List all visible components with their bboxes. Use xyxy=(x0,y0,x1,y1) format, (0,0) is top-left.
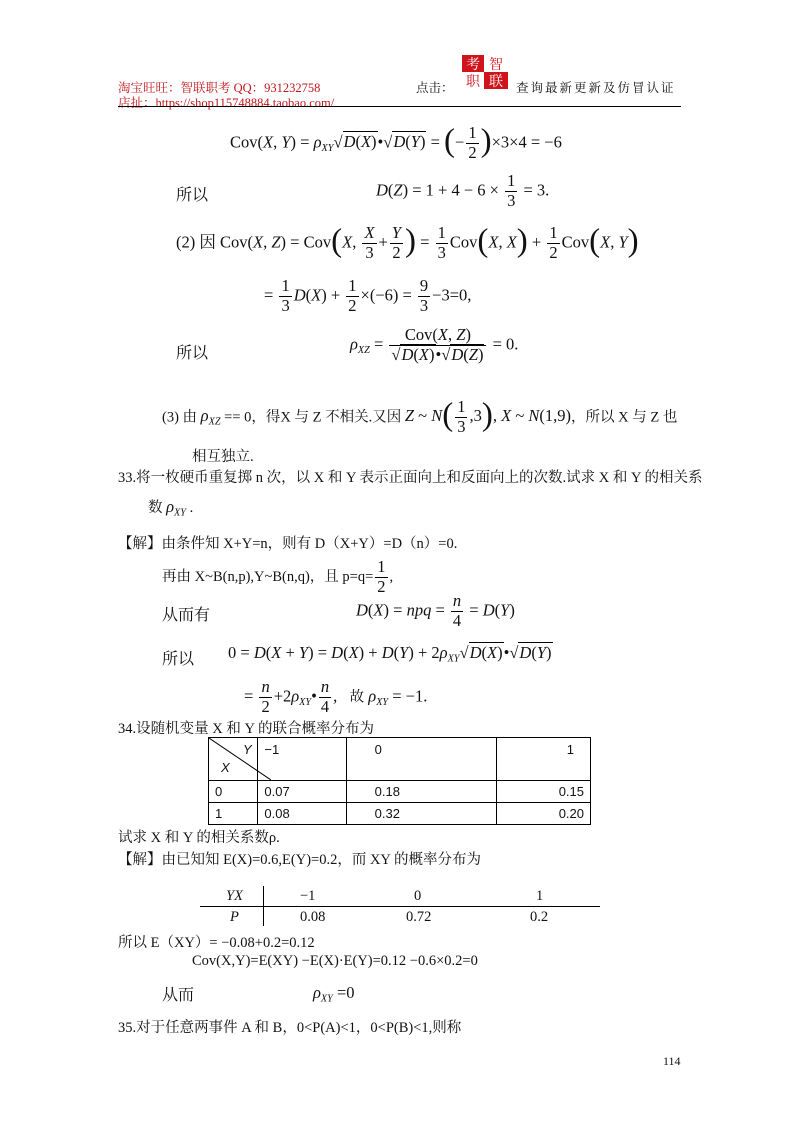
part2-intro: (2) 因 xyxy=(176,232,216,252)
xy-header-label: YX xyxy=(226,888,243,904)
zhilian-logo-icon[interactable] xyxy=(462,55,508,89)
joint-distribution-table xyxy=(208,737,591,825)
table-row: 1 0.08 0.32 0.20 xyxy=(209,803,591,825)
equation-cov-xz-value: = $\frac{1}{3}$ D(X) + $\frac{1}{2}$ ×(−6) = $\frac{9}{3}$ −3=0, xyxy=(264,276,472,315)
xy-prob-label: P xyxy=(230,909,239,925)
dz-result: = 3. xyxy=(523,180,550,200)
logo-char-kao: 考 xyxy=(466,57,480,73)
xy-table-hrule xyxy=(200,906,600,907)
logo-char-lian: 联 xyxy=(489,74,503,89)
part3-line: (3) 由 $\rho_{XZ} == 0$，得X 与 Z 不相关.又因 Z ~ N( $\frac{1}{3}$ ,3), X ~ N(1,9)，所以 X 与 Z 也 xyxy=(162,396,678,436)
cov-line: Cov(X,Y)=E(XY) −E(X)·E(Y)=0.12 −0.6×0.2=0 xyxy=(192,953,478,969)
eq1-result: = −6 xyxy=(530,132,562,152)
label-congerhe-2: 从而 xyxy=(162,987,195,1004)
col-header: −1 xyxy=(258,738,346,781)
table-row: 0 0.07 0.18 0.15 xyxy=(209,781,591,803)
header-store-link[interactable]: 店扯：https://shop115748884.taobao.com/ xyxy=(118,96,335,110)
header-click-label: 点击： xyxy=(416,81,454,95)
exy-line: 所以 E（XY）= −0.08+0.2=0.12 xyxy=(118,935,315,951)
question-34: 34.设随机变量 X 和 Y 的联合概率分布为 xyxy=(118,721,375,737)
equation-rho-xz: $\rho_{XZ}$ = $\frac{\text{Cov(X, Z)}}{√D(X)•√D(Z)}$ = 0. xyxy=(350,325,519,364)
question-33-cont: 数 $\rho_{XY}$ . xyxy=(148,497,194,519)
header-right-text[interactable]: 查询最新更新及仿冒认证 xyxy=(516,81,676,95)
question-33: 33.将一枚硬币重复掷 n 次，以 X 和 Y 表示正面向上和反面向上的次数.试求 X 和 Y 的相关系 xyxy=(118,470,703,486)
equation-d-sum: $0 = D(X + Y) = D(X) + D(Y) + 2\rho_{XY}√D(X)•√D(Y)$ xyxy=(228,643,552,665)
label-congerhe: 从而有 xyxy=(162,607,211,624)
logo-char-zhi: 智 xyxy=(489,57,503,73)
solution-34: 【解】由已知知 E(X)=0.6,E(Y)=0.2，而 XY 的概率分布为 xyxy=(118,852,481,868)
equation-cov-xz: (2) 因 Cov(X, Z) = Cov(X, $\frac{X}{3}$ + $\frac{Y}{2}$ ) = $\frac{1}{3}$ Cov(X, X) + $\frac{1}{2}$ Cov(X, Y) xyxy=(176,222,639,262)
equation-dz: D(Z) = 1 + 4 − 6 × $\frac{1}{3}$ = 3. xyxy=(376,171,550,210)
logo-char-zhi2: 职 xyxy=(466,74,480,89)
page-number: 114 xyxy=(663,1054,681,1068)
label-suoyi-2: 所以 xyxy=(176,345,209,362)
xy-prob: 0.72 xyxy=(406,909,432,925)
label-suoyi-3: 所以 xyxy=(162,651,195,668)
col-header: 1 xyxy=(496,738,590,781)
solution-33-line-1: 【解】由条件知 X+Y=n，则有 D（X+Y）=D（n）=0. xyxy=(118,536,458,552)
question-35: 35.对于任意两事件 A 和 B，0<P(A)<1，0<P(B)<1,则称 xyxy=(118,1020,462,1036)
xy-prob: 0.2 xyxy=(530,909,549,925)
table-corner: Y X xyxy=(209,738,258,781)
header-rule xyxy=(118,106,681,107)
equation-cov-xy: Cov(X, $Y) = \rho_{XY}√D(X)•√D(Y)$ = (− $\frac{1}{2}$ )×3×4 = −6 xyxy=(230,122,562,162)
xy-prob: 0.08 xyxy=(300,909,326,925)
xy-value: 1 xyxy=(536,888,544,904)
part3-line-2: 相互独立. xyxy=(192,449,254,465)
equation-rho-xy: = $\frac{n}{2}$ $+2\rho_{XY}•$ $\frac{n}{4}$ , 故 $\rho_{XY} = -1$. xyxy=(244,677,428,716)
rho-result: = 0. xyxy=(492,334,519,354)
xy-value: −1 xyxy=(300,888,316,904)
solution-33-line-2: 再由 X~B(n,p),Y~B(n,q)，且 p=q= $\frac{1}{2}$ , xyxy=(162,557,394,596)
header-shop-line: 淘宝旺旺：智联职考 QQ：931232758 xyxy=(118,81,321,95)
equation-dx-npq: D(X) = npq = $\frac{n}{4}$ = D(Y) xyxy=(356,591,515,630)
label-suoyi-1: 所以 xyxy=(176,187,209,204)
equation-rho-zero: $\rho_{XY} =0$ xyxy=(313,983,355,1005)
col-header: 0 xyxy=(346,738,496,781)
xy-value: 0 xyxy=(414,888,422,904)
question-34-ask: 试求 X 和 Y 的相关系数ρ. xyxy=(118,830,280,846)
